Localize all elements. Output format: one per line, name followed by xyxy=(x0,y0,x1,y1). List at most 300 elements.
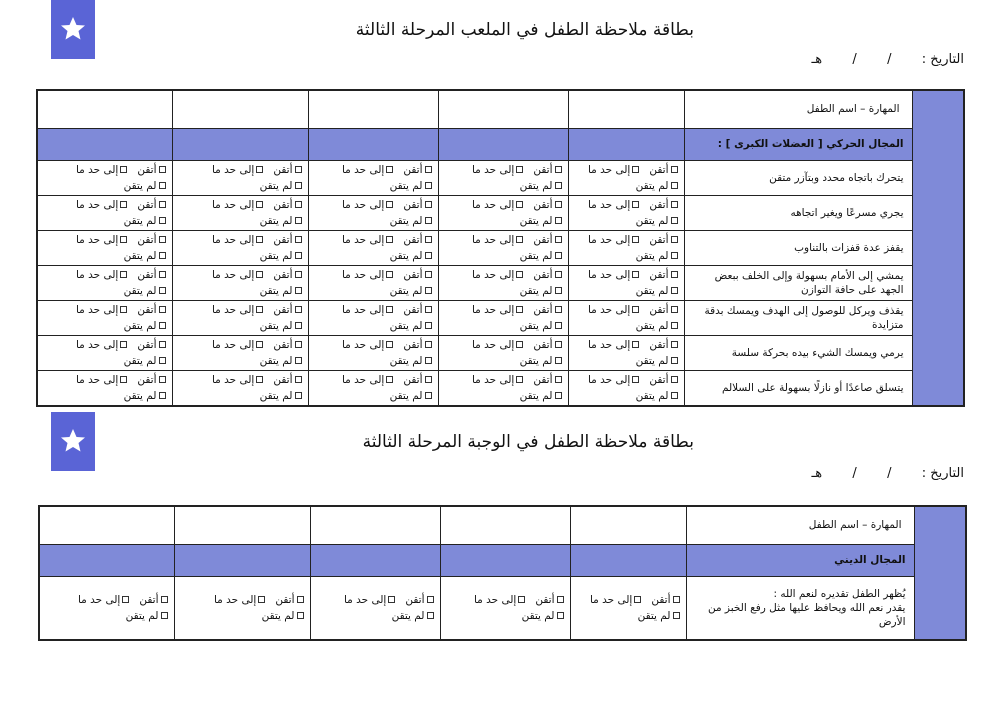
option-somewhat[interactable] xyxy=(76,164,127,176)
checkbox[interactable] xyxy=(386,376,393,383)
option-label: أتقن xyxy=(275,593,295,606)
option-label: لم يتقن xyxy=(519,319,553,332)
checkbox[interactable] xyxy=(295,341,302,348)
checkbox[interactable] xyxy=(555,271,562,278)
checkbox[interactable] xyxy=(159,322,166,329)
option-label: إلى حد ما xyxy=(75,373,119,386)
option-not-mastered[interactable] xyxy=(520,390,562,402)
option-not-mastered[interactable] xyxy=(390,390,432,402)
checkbox[interactable] xyxy=(632,166,639,173)
option-label: أتقن xyxy=(533,373,553,386)
option-mastered[interactable] xyxy=(533,339,561,351)
checkbox[interactable] xyxy=(671,376,678,383)
option-mastered[interactable] xyxy=(533,304,561,316)
option-mastered[interactable] xyxy=(139,594,167,606)
checkbox[interactable] xyxy=(120,271,127,278)
rating-options xyxy=(37,230,172,265)
checkbox[interactable] xyxy=(555,322,562,329)
rating-options xyxy=(308,195,438,230)
checkbox[interactable] xyxy=(256,201,263,208)
option-not-mastered[interactable] xyxy=(260,180,302,192)
checkbox[interactable] xyxy=(425,341,432,348)
date-separator: / xyxy=(887,466,892,481)
option-mastered[interactable] xyxy=(533,374,561,386)
option-not-mastered[interactable] xyxy=(636,285,678,297)
option-somewhat[interactable] xyxy=(342,199,393,211)
checkbox[interactable] xyxy=(425,287,432,294)
option-label: إلى حد ما xyxy=(343,593,387,606)
option-somewhat[interactable] xyxy=(342,374,393,386)
option-not-mastered[interactable] xyxy=(124,180,166,192)
option-not-mastered[interactable] xyxy=(390,285,432,297)
option-not-mastered[interactable] xyxy=(636,355,678,367)
option-not-mastered[interactable] xyxy=(520,215,562,227)
option-label: لم يتقن xyxy=(519,249,553,262)
option-somewhat[interactable] xyxy=(212,269,263,281)
option-not-mastered[interactable] xyxy=(260,215,302,227)
checkbox[interactable] xyxy=(555,252,562,259)
option-somewhat[interactable] xyxy=(76,374,127,386)
rating-options xyxy=(570,576,686,640)
checkbox[interactable] xyxy=(673,596,680,603)
child-name-cell[interactable] xyxy=(308,90,438,128)
option-somewhat[interactable] xyxy=(472,164,523,176)
option-mastered[interactable] xyxy=(137,269,165,281)
option-mastered[interactable] xyxy=(273,234,301,246)
option-mastered[interactable] xyxy=(649,339,677,351)
checkbox[interactable] xyxy=(159,376,166,383)
option-mastered[interactable] xyxy=(649,269,677,281)
option-not-mastered[interactable] xyxy=(636,215,678,227)
checkbox[interactable] xyxy=(555,341,562,348)
checkbox[interactable] xyxy=(159,287,166,294)
option-not-mastered[interactable] xyxy=(260,285,302,297)
option-label: لم يتقن xyxy=(123,284,157,297)
checkbox[interactable] xyxy=(671,252,678,259)
checkbox[interactable] xyxy=(159,166,166,173)
option-label: لم يتقن xyxy=(259,284,293,297)
option-label: إلى حد ما xyxy=(75,268,119,281)
option-label: لم يتقن xyxy=(391,609,425,622)
checkbox[interactable] xyxy=(671,271,678,278)
checkbox[interactable] xyxy=(632,341,639,348)
child-name-cell[interactable] xyxy=(438,90,568,128)
child-name-cell[interactable] xyxy=(172,90,308,128)
checkbox[interactable] xyxy=(159,252,166,259)
checkbox[interactable] xyxy=(161,596,168,603)
option-not-mastered[interactable] xyxy=(124,250,166,262)
option-mastered[interactable] xyxy=(137,164,165,176)
option-mastered[interactable] xyxy=(137,234,165,246)
option-not-mastered[interactable] xyxy=(520,180,562,192)
option-not-mastered[interactable] xyxy=(260,250,302,262)
checkbox[interactable] xyxy=(386,201,393,208)
checkbox[interactable] xyxy=(295,376,302,383)
option-label: إلى حد ما xyxy=(589,593,633,606)
option-mastered[interactable] xyxy=(273,164,301,176)
option-label: إلى حد ما xyxy=(587,198,631,211)
checkbox[interactable] xyxy=(295,252,302,259)
child-name-cell[interactable] xyxy=(310,506,440,544)
checkbox[interactable] xyxy=(159,271,166,278)
checkbox[interactable] xyxy=(425,166,432,173)
option-label: لم يتقن xyxy=(519,284,553,297)
option-not-mastered[interactable] xyxy=(392,610,434,622)
child-name-cell[interactable] xyxy=(440,506,570,544)
checkbox[interactable] xyxy=(386,236,393,243)
option-mastered[interactable] xyxy=(403,234,431,246)
option-not-mastered[interactable] xyxy=(390,355,432,367)
option-label: أتقن xyxy=(137,163,157,176)
checkbox[interactable] xyxy=(159,306,166,313)
checkbox[interactable] xyxy=(671,341,678,348)
rating-options xyxy=(438,195,568,230)
checkbox[interactable] xyxy=(122,596,129,603)
option-mastered[interactable] xyxy=(649,234,677,246)
option-mastered[interactable] xyxy=(405,594,433,606)
option-mastered[interactable] xyxy=(403,164,431,176)
checkbox[interactable] xyxy=(388,596,395,603)
checkbox[interactable] xyxy=(258,596,265,603)
option-mastered[interactable] xyxy=(649,199,677,211)
checkbox[interactable] xyxy=(671,322,678,329)
option-label: لم يتقن xyxy=(635,284,669,297)
option-not-mastered[interactable] xyxy=(124,320,166,332)
checkbox[interactable] xyxy=(632,306,639,313)
option-label: أتقن xyxy=(273,233,293,246)
option-mastered[interactable] xyxy=(137,339,165,351)
checkbox[interactable] xyxy=(295,357,302,364)
checkbox[interactable] xyxy=(632,271,639,278)
option-somewhat[interactable] xyxy=(76,269,127,281)
option-not-mastered[interactable] xyxy=(520,355,562,367)
checkbox[interactable] xyxy=(555,306,562,313)
checkbox[interactable] xyxy=(634,596,641,603)
option-somewhat[interactable] xyxy=(472,234,523,246)
option-mastered[interactable] xyxy=(275,594,303,606)
checkbox[interactable] xyxy=(256,306,263,313)
checkbox[interactable] xyxy=(120,341,127,348)
option-somewhat[interactable] xyxy=(472,269,523,281)
option-somewhat[interactable] xyxy=(472,304,523,316)
checkbox[interactable] xyxy=(671,201,678,208)
option-somewhat[interactable] xyxy=(474,594,525,606)
checkbox[interactable] xyxy=(159,201,166,208)
child-name-cell[interactable] xyxy=(174,506,310,544)
checkbox[interactable] xyxy=(671,392,678,399)
option-somewhat[interactable] xyxy=(590,594,641,606)
checkbox[interactable] xyxy=(120,236,127,243)
checkbox[interactable] xyxy=(425,306,432,313)
checkbox[interactable] xyxy=(516,341,523,348)
checkbox[interactable] xyxy=(425,271,432,278)
option-somewhat[interactable] xyxy=(472,339,523,351)
option-label: أتقن xyxy=(403,338,423,351)
checkbox[interactable] xyxy=(671,236,678,243)
checkbox[interactable] xyxy=(671,166,678,173)
checkbox[interactable] xyxy=(159,392,166,399)
option-not-mastered[interactable] xyxy=(636,390,678,402)
checkbox[interactable] xyxy=(297,596,304,603)
option-mastered[interactable] xyxy=(533,234,561,246)
option-somewhat[interactable] xyxy=(588,269,639,281)
option-mastered[interactable] xyxy=(403,269,431,281)
star-bookmark-icon xyxy=(51,0,95,59)
option-mastered[interactable] xyxy=(533,199,561,211)
child-name-cell[interactable] xyxy=(37,90,172,128)
rating-options xyxy=(308,370,438,406)
option-not-mastered[interactable] xyxy=(520,250,562,262)
domain-label: المجال الديني xyxy=(686,544,914,576)
checkbox[interactable] xyxy=(516,306,523,313)
option-not-mastered[interactable] xyxy=(636,320,678,332)
option-mastered[interactable] xyxy=(273,304,301,316)
rating-options xyxy=(308,300,438,335)
option-somewhat[interactable] xyxy=(342,269,393,281)
checkbox[interactable] xyxy=(425,376,432,383)
rating-options xyxy=(568,335,684,370)
skill-label: يمشي إلى الأمام بسهولة وإلى الخلف ببعض الجهد على حافة التوازن xyxy=(684,265,912,300)
checkbox[interactable] xyxy=(555,166,562,173)
checkbox[interactable] xyxy=(425,357,432,364)
checkbox[interactable] xyxy=(161,612,168,619)
checkbox[interactable] xyxy=(256,271,263,278)
option-mastered[interactable] xyxy=(403,304,431,316)
checkbox[interactable] xyxy=(295,322,302,329)
option-somewhat[interactable] xyxy=(76,199,127,211)
child-name-cell[interactable] xyxy=(39,506,174,544)
option-label: أتقن xyxy=(403,198,423,211)
checkbox[interactable] xyxy=(516,236,523,243)
option-not-mastered[interactable] xyxy=(124,285,166,297)
option-mastered[interactable] xyxy=(535,594,563,606)
option-mastered[interactable] xyxy=(273,199,301,211)
option-not-mastered[interactable] xyxy=(390,215,432,227)
card-title: بطاقة ملاحظة الطفل في الوجبة المرحلة الثالثة xyxy=(362,432,694,452)
checkbox[interactable] xyxy=(386,166,393,173)
checkbox[interactable] xyxy=(159,217,166,224)
checkbox[interactable] xyxy=(386,306,393,313)
checkbox[interactable] xyxy=(425,217,432,224)
checkbox[interactable] xyxy=(295,182,302,189)
option-not-mastered[interactable] xyxy=(124,215,166,227)
option-mastered[interactable] xyxy=(649,164,677,176)
option-label: أتقن xyxy=(649,163,669,176)
checkbox[interactable] xyxy=(555,201,562,208)
checkbox[interactable] xyxy=(673,612,680,619)
checkbox[interactable] xyxy=(516,201,523,208)
checkbox[interactable] xyxy=(555,376,562,383)
option-mastered[interactable] xyxy=(403,374,431,386)
option-somewhat[interactable] xyxy=(212,164,263,176)
option-not-mastered[interactable] xyxy=(636,250,678,262)
checkbox[interactable] xyxy=(671,306,678,313)
option-not-mastered[interactable] xyxy=(520,285,562,297)
checkbox[interactable] xyxy=(159,341,166,348)
checkbox[interactable] xyxy=(256,236,263,243)
checkbox[interactable] xyxy=(159,182,166,189)
rating-options xyxy=(568,300,684,335)
option-somewhat[interactable] xyxy=(78,594,129,606)
option-mastered[interactable] xyxy=(273,374,301,386)
option-not-mastered[interactable] xyxy=(260,355,302,367)
checkbox[interactable] xyxy=(516,271,523,278)
checkbox[interactable] xyxy=(120,201,127,208)
option-somewhat[interactable] xyxy=(76,304,127,316)
option-somewhat[interactable] xyxy=(344,594,395,606)
option-somewhat[interactable] xyxy=(212,234,263,246)
checkbox[interactable] xyxy=(557,612,564,619)
checkbox[interactable] xyxy=(516,376,523,383)
checkbox[interactable] xyxy=(295,392,302,399)
table-header-row xyxy=(39,506,966,544)
option-not-mastered[interactable] xyxy=(522,610,564,622)
bookmark-icon xyxy=(51,412,95,471)
checkbox[interactable] xyxy=(555,287,562,294)
checkbox[interactable] xyxy=(120,306,127,313)
checkbox[interactable] xyxy=(557,596,564,603)
checkbox[interactable] xyxy=(425,322,432,329)
option-somewhat[interactable] xyxy=(212,199,263,211)
checkbox[interactable] xyxy=(295,217,302,224)
option-somewhat[interactable] xyxy=(76,234,127,246)
checkbox[interactable] xyxy=(518,596,525,603)
checkbox[interactable] xyxy=(425,182,432,189)
option-label: أتقن xyxy=(405,593,425,606)
checkbox[interactable] xyxy=(632,376,639,383)
option-somewhat[interactable] xyxy=(588,339,639,351)
checkbox[interactable] xyxy=(555,236,562,243)
checkbox[interactable] xyxy=(671,287,678,294)
option-label: أتقن xyxy=(649,198,669,211)
checkbox[interactable] xyxy=(555,357,562,364)
option-somewhat[interactable] xyxy=(588,374,639,386)
checkbox[interactable] xyxy=(297,612,304,619)
checkbox[interactable] xyxy=(256,376,263,383)
option-not-mastered[interactable] xyxy=(124,390,166,402)
option-somewhat[interactable] xyxy=(76,339,127,351)
option-label: أتقن xyxy=(649,338,669,351)
checkbox[interactable] xyxy=(159,357,166,364)
option-label: إلى حد ما xyxy=(211,338,255,351)
option-somewhat[interactable] xyxy=(588,199,639,211)
rating-options xyxy=(37,300,172,335)
option-not-mastered[interactable] xyxy=(260,390,302,402)
option-somewhat[interactable] xyxy=(212,304,263,316)
checkbox[interactable] xyxy=(386,341,393,348)
checkbox[interactable] xyxy=(671,357,678,364)
option-label: لم يتقن xyxy=(635,249,669,262)
child-name-cell[interactable] xyxy=(570,506,686,544)
checkbox[interactable] xyxy=(671,217,678,224)
checkbox[interactable] xyxy=(555,182,562,189)
checkbox[interactable] xyxy=(425,392,432,399)
checkbox[interactable] xyxy=(425,201,432,208)
option-label: أتقن xyxy=(137,303,157,316)
rating-options xyxy=(308,160,438,195)
option-not-mastered[interactable] xyxy=(126,610,168,622)
checkbox[interactable] xyxy=(295,166,302,173)
checkbox[interactable] xyxy=(516,166,523,173)
option-mastered[interactable] xyxy=(403,199,431,211)
checkbox[interactable] xyxy=(632,201,639,208)
checkbox[interactable] xyxy=(671,182,678,189)
option-not-mastered[interactable] xyxy=(262,610,304,622)
option-somewhat[interactable] xyxy=(342,339,393,351)
option-somewhat[interactable] xyxy=(472,374,523,386)
option-label: أتقن xyxy=(533,233,553,246)
option-not-mastered[interactable] xyxy=(260,320,302,332)
checkbox[interactable] xyxy=(425,252,432,259)
option-not-mastered[interactable] xyxy=(390,250,432,262)
option-not-mastered[interactable] xyxy=(520,320,562,332)
option-mastered[interactable] xyxy=(137,374,165,386)
option-mastered[interactable] xyxy=(649,304,677,316)
option-not-mastered[interactable] xyxy=(124,355,166,367)
option-label: لم يتقن xyxy=(389,354,423,367)
checkbox[interactable] xyxy=(632,236,639,243)
checkbox[interactable] xyxy=(256,166,263,173)
option-label: لم يتقن xyxy=(259,249,293,262)
option-label: أتقن xyxy=(273,268,293,281)
option-somewhat[interactable] xyxy=(342,304,393,316)
option-mastered[interactable] xyxy=(649,374,677,386)
option-not-mastered[interactable] xyxy=(390,320,432,332)
option-somewhat[interactable] xyxy=(588,164,639,176)
checkbox[interactable] xyxy=(427,596,434,603)
checkbox[interactable] xyxy=(427,612,434,619)
checkbox[interactable] xyxy=(425,236,432,243)
option-not-mastered[interactable] xyxy=(638,610,680,622)
option-mastered[interactable] xyxy=(403,339,431,351)
checkbox[interactable] xyxy=(159,236,166,243)
option-mastered[interactable] xyxy=(533,269,561,281)
option-mastered[interactable] xyxy=(273,339,301,351)
option-somewhat[interactable] xyxy=(588,234,639,246)
option-label: لم يتقن xyxy=(635,179,669,192)
option-mastered[interactable] xyxy=(651,594,679,606)
option-not-mastered[interactable] xyxy=(390,180,432,192)
option-somewhat[interactable] xyxy=(342,234,393,246)
checkbox[interactable] xyxy=(295,236,302,243)
checkbox[interactable] xyxy=(295,306,302,313)
checkbox[interactable] xyxy=(295,271,302,278)
option-not-mastered[interactable] xyxy=(636,180,678,192)
option-label: لم يتقن xyxy=(125,609,159,622)
option-mastered[interactable] xyxy=(273,269,301,281)
option-mastered[interactable] xyxy=(533,164,561,176)
option-somewhat[interactable] xyxy=(472,199,523,211)
checkbox[interactable] xyxy=(295,201,302,208)
checkbox[interactable] xyxy=(555,392,562,399)
checkbox[interactable] xyxy=(295,287,302,294)
option-somewhat[interactable] xyxy=(212,374,263,386)
option-somewhat[interactable] xyxy=(588,304,639,316)
checkbox[interactable] xyxy=(256,341,263,348)
option-somewhat[interactable] xyxy=(212,339,263,351)
checkbox[interactable] xyxy=(120,376,127,383)
checkbox[interactable] xyxy=(120,166,127,173)
option-label: لم يتقن xyxy=(635,389,669,402)
checkbox[interactable] xyxy=(555,217,562,224)
option-somewhat[interactable] xyxy=(214,594,265,606)
option-somewhat[interactable] xyxy=(342,164,393,176)
option-mastered[interactable] xyxy=(137,199,165,211)
option-label: إلى حد ما xyxy=(341,373,385,386)
checkbox[interactable] xyxy=(386,271,393,278)
child-name-cell[interactable] xyxy=(568,90,684,128)
option-mastered[interactable] xyxy=(137,304,165,316)
